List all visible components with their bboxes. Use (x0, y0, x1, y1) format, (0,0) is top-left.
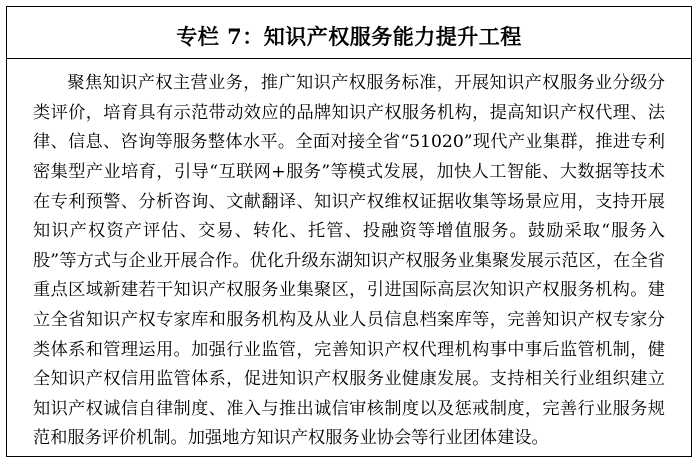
page-title: 专栏 7：知识产权服务能力提升工程 (176, 24, 522, 49)
callout-box (6, 6, 692, 457)
body-paragraph: 聚焦知识产权主营业务，推广知识产权服务标准，开展知识产权服务业分级分类评价，培育具有示范带动效应的品牌知识产权服务机构，提高知识产权代理、法律、信息、咨询等服务整体水平。全面对接全省“51020”现代产业集群，推进专利密集型产业培育，引导“互联网+服务”等模式发展，加快人工智能、大数据等技术在专利预警、分析咨询、文献翻译、知识产权维权证据收集等场景应用，支持开展知识产权资产评估、交易、转化、托管、投融资等增值服务。鼓励采取“服务入股”等方式与企业开展合作。优化升级东湖知识产权服务业集聚发展示范区，在全省重点区域新建若干知识产权服务业集聚区，引进国际高层次知识产权服务机构。建立全省知识产权专家库和服务机构及从业人员信息档案库等，完善知识产权专家分类体系和管理运用。加强行业监管，完善知识产权代理机构事中事后监管机制，健全知识产权信用监管体系，促进知识产权服务业健康发展。支持相关行业组织建立知识产权诚信自律制度、准入与推出诚信审核制度以及惩戒制度，完善行业服务规范和服务评价机制。加强地方知识产权服务业协会等行业团体建设。 (33, 73, 665, 449)
